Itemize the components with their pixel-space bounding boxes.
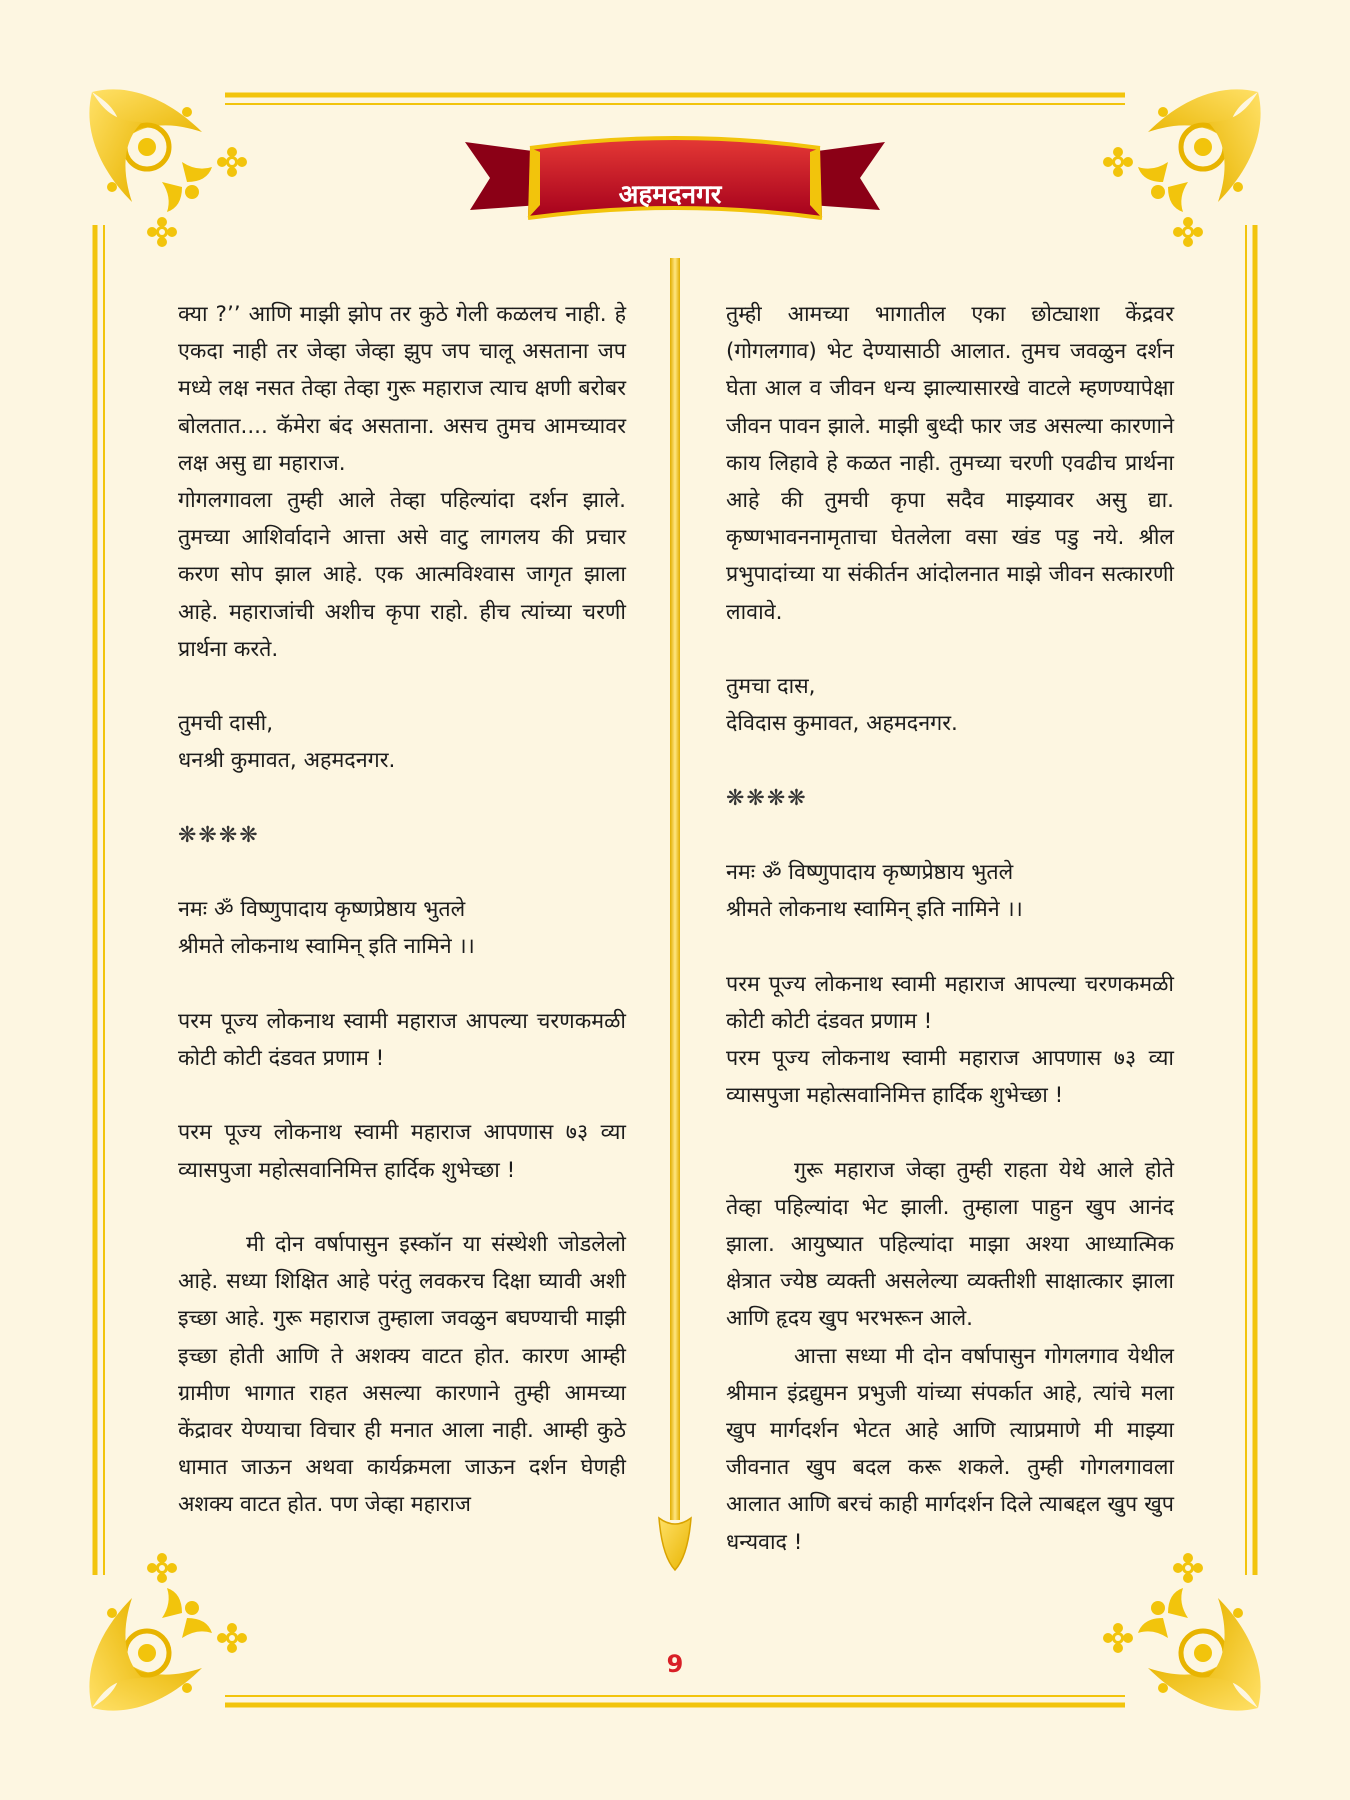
left-signature-salutation: तुमची दासी, bbox=[178, 711, 274, 737]
left-mantra-line-1: नमः ॐ विष्णुपादाय कृष्णप्रेष्ठाय भुतले bbox=[178, 897, 466, 923]
page-number: 9 bbox=[666, 1650, 684, 1678]
right-signature-name: देविदास कुमावत, अहमदनगर. bbox=[726, 711, 958, 737]
left-paragraph-4: परम पूज्य लोकनाथ स्वामी महाराज आपणास ७३ व्या व्यासपुजा महोत्सवानिमित्त हार्दिक शुभेच्छा ! bbox=[178, 1120, 626, 1183]
right-paragraph-4: गुरू महाराज जेव्हा तुम्ही राहता येथे आले होते तेव्हा पहिल्यांदा भेट झाली. तुम्हाला पाहुन खुप आनंद झाला. आयुष्यात पहिल्यांदा माझा अश्या आध्यात्मिक क्षेत्रात ज्येष्ठ व्यक्ती असलेल्या व्यक्तीशी साक्षात्कार झाला आणि हृदय खुप भरभरून आले. bbox=[726, 1157, 1174, 1332]
right-separator-stars: ❋❋❋❋ bbox=[726, 785, 808, 811]
left-column bbox=[178, 296, 626, 1524]
right-column bbox=[726, 296, 1174, 1561]
left-paragraph-2: गोगलगावला तुम्ही आले तेव्हा पहिल्यांदा दर्शन झाले. तुमच्या आशिर्वादाने आत्ता असे वाटु लागलय की प्रचार करण सोप झाल आहे. एक आत्मविश्वास जागृत झाला आहे. महाराजांची अशीच कृपा राहो. हीच त्यांच्या चरणी प्रार्थना करते. bbox=[178, 488, 626, 662]
right-paragraph-3: परम पूज्य लोकनाथ स्वामी महाराज आपणास ७३ व्या व्यासपुजा महोत्सवानिमित्त हार्दिक शुभेच्छा ! bbox=[726, 1046, 1174, 1109]
right-paragraph-1: तुम्ही आमच्या भागातील एका छोट्याशा केंद्रवर (गोगलगाव) भेट देण्यासाठी आलात. तुमच जवळुन दर्शन घेता आल व जीवन धन्य झाल्यासारखे वाटले म्हणण्यापेक्षा जीवन पावन झाले. माझी बुध्दी फार जड असल्या कारणाने काय लिहावे हे कळत नाही. तुमच्या चरणी एवढीच प्रार्थना आहे की तुमची कृपा सदैव माझ्यावर असु द्या. कृष्णभावननामृताचा घेतलेला वसा खंड पडु नये. श्रील प्रभुपादांच्या या संकीर्तन आंदोलनात माझे जीवन सत्कारणी लावावे. bbox=[726, 302, 1174, 625]
left-signature-name: धनश्री कुमावत, अहमदनगर. bbox=[178, 748, 396, 774]
right-mantra-line-2: श्रीमते लोकनाथ स्वामिन् इति नामिने ।। bbox=[726, 897, 1023, 923]
left-separator-stars: ❋❋❋❋ bbox=[178, 822, 260, 848]
right-signature-salutation: तुमचा दास, bbox=[726, 674, 816, 700]
page-title: अहमदनगर bbox=[618, 180, 722, 210]
right-paragraph-2: परम पूज्य लोकनाथ स्वामी महाराज आपल्या चरणकमळी कोटी कोटी दंडवत प्रणाम ! bbox=[726, 971, 1174, 1034]
left-paragraph-1: क्या ?’’ आणि माझी झोप तर कुठे गेली कळलच नाही. हे एकदा नाही तर जेव्हा जेव्हा झुप जप चालू असताना जप मध्ये लक्ष नसत तेव्हा तेव्हा गुरू महाराज त्याच क्षणी बरोबर बोलतात.... कॅमेरा बंद असताना. असच तुमच आमच्यावर लक्ष असु द्या महाराज. bbox=[178, 302, 626, 476]
right-paragraph-5: आत्ता सध्या मी दोन वर्षापासुन गोगलगाव येथील श्रीमान इंद्रद्युमन प्रभुजी यांच्या संपर्कात आहे, त्यांचे मला खुप मार्गदर्शन भेटत आहे आणि त्याप्रमाणे मी माझ्या जीवनात खुप बदल करू शकले. तुम्ही गोगलगावला आलात आणि बरचं काही मार्गदर्शन दिले त्याबद्दल खुप खुप धन्यवाद ! bbox=[726, 1343, 1174, 1555]
left-mantra-line-2: श्रीमते लोकनाथ स्वामिन् इति नामिने ।। bbox=[178, 934, 475, 960]
right-mantra-line-1: नमः ॐ विष्णुपादाय कृष्णप्रेष्ठाय भुतले bbox=[726, 860, 1014, 885]
left-paragraph-3: परम पूज्य लोकनाथ स्वामी महाराज आपल्या चरणकमळी कोटी कोटी दंडवत प्रणाम ! bbox=[178, 1008, 626, 1071]
left-paragraph-5: मी दोन वर्षापासुन इस्कॉन या संस्थेशी जोडलेलो आहे. सध्या शिक्षित आहे परंतु लवकरच दिक्षा घ्यावी अशी इच्छा आहे. गुरू महाराज तुम्हाला जवळुन बघण्याची माझी इच्छा होती आणि ते अशक्य वाटत होत. कारण आम्ही ग्रामीण भागात राहत असल्या कारणाने तुम्ही आमच्या केंद्रावर येण्याचा विचार ही मनात आला नाही. आम्ही कुठे धामात जाऊन अथवा कार्यक्रमला जाऊन दर्शन घेणही अशक्य वाटत होत. पण जेव्हा महाराज bbox=[178, 1231, 626, 1518]
